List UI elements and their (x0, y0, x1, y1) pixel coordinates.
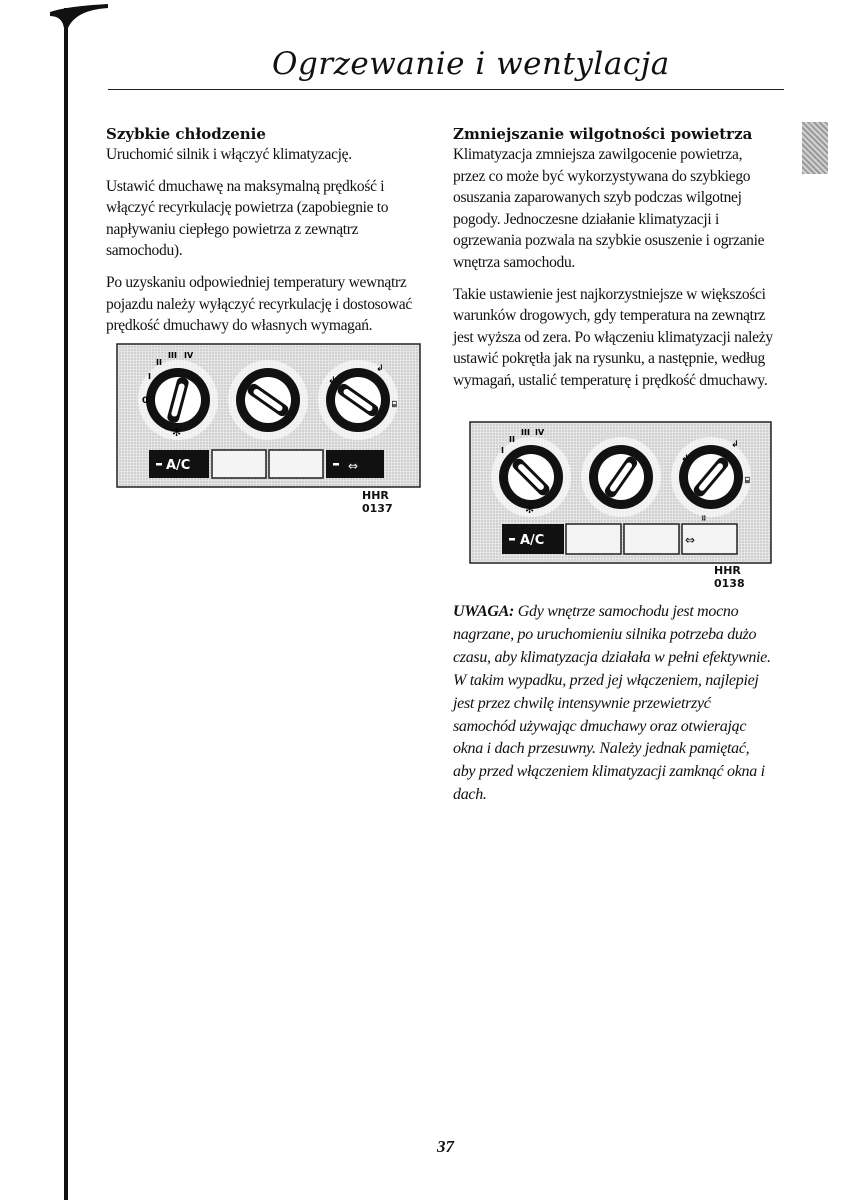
svg-text:III: III (521, 428, 530, 437)
svg-text:0: 0 (142, 396, 149, 406)
svg-text:A/C: A/C (166, 458, 191, 473)
title-rule (108, 89, 784, 90)
section-heading-dehumidify: Zmniejszanie wilgotności powietrza (453, 125, 753, 143)
control-panel-illustration (116, 343, 421, 493)
section-edge-tab (802, 122, 828, 174)
svg-text:↲: ↲ (681, 454, 689, 464)
svg-text:IV: IV (184, 351, 194, 360)
section-heading-quick-cooling: Szybkie chłodzenie (106, 125, 266, 143)
svg-text:⇔: ⇔ (685, 533, 696, 547)
control-panel-figure-2 (469, 421, 774, 591)
paragraph: Klimatyzacja zmniejsza zawilgocenie powietrza, przez co może być wykorzystywana do szybkiego osuszania zaparowanych szyb podczas wilgotnej pogody. Jednoczesne działanie klimatyzacji i ogrzewania pozwala na szybkie osuszenie i ogrzanie wnętrza samochodu. (453, 146, 765, 271)
svg-text:A/C: A/C (520, 533, 545, 548)
figure-code: HHR 0137 (362, 489, 393, 515)
binding-edge-line (64, 8, 68, 1200)
page-title: Ogrzewanie i wentylacja (272, 46, 670, 82)
figure-code: HHR 0138 (714, 564, 745, 590)
temperature-knob (228, 360, 308, 440)
svg-text:↲: ↲ (731, 440, 739, 450)
note-text: Gdy wnętrze samochodu jest mocno nagrzane, po uruchomieniu silnika potrzeba dużo czasu, aby klimatyzacja działała w pełni efektywnie. W takim wypadku, przed jej włączeniem, najlepiej jest przez chwilę intensywnie przewietrzyć samochód używając dmuchawy oraz otwierając okna i dach przesuwny. Należy jednak pamiętać, aby przed włączeniem klimatyzacji zamknąć okna i dach. (453, 603, 771, 804)
svg-text:⠿: ⠿ (701, 515, 707, 523)
svg-text:I: I (501, 446, 504, 455)
paragraph: Ustawić dmuchawę na maksymalną prędkość i włączyć recyrkulację powietrza (zapobiegnie to napływaniu ciepłego powietrza z zewnątrz samochodu). (106, 177, 389, 260)
svg-text:II: II (156, 358, 162, 367)
air-distribution-knob (318, 360, 398, 440)
paragraph: Takie ustawienie jest najkorzystniejsze w większości warunków drogowych, gdy temperatura na zewnątrz jest wyższa od zera. Po włączeniu klimatyzacji należy ustawić pokrętła jak na rysunku, a następnie, według wymagań, ustalić temperaturę i prędkość dmuchawy. (453, 285, 773, 389)
svg-text:III: III (168, 351, 177, 360)
warning-note (453, 601, 771, 807)
svg-text:⇔: ⇔ (348, 459, 359, 473)
binding-edge-hook (48, 2, 110, 30)
svg-text:IV: IV (535, 428, 545, 437)
control-panel-figure-1 (116, 343, 421, 513)
paragraph: Uruchomić silnik i włączyć klimatyzację. (106, 146, 352, 163)
svg-text:⌸: ⌸ (745, 476, 750, 485)
svg-text:⌸: ⌸ (392, 400, 397, 409)
svg-text:✻: ✻ (172, 426, 182, 439)
right-column (453, 124, 775, 402)
page-number: 37 (437, 1137, 454, 1156)
paragraph: Po uzyskaniu odpowiedniej temperatury wewnątrz pojazdu należy wyłączyć recyrkulację i dostosować prędkość dmuchawy do własnych wymagań. (106, 273, 412, 335)
note-label: UWAGA: (453, 603, 515, 620)
svg-text:✻: ✻ (525, 503, 535, 516)
svg-text:I: I (148, 372, 151, 381)
svg-text:II: II (509, 435, 515, 444)
air-distribution-knob (671, 437, 751, 517)
temperature-knob (581, 437, 661, 517)
svg-text:↲: ↲ (376, 364, 384, 374)
control-panel-illustration (469, 421, 774, 566)
left-column (106, 124, 428, 347)
svg-text:↲: ↲ (328, 376, 336, 386)
